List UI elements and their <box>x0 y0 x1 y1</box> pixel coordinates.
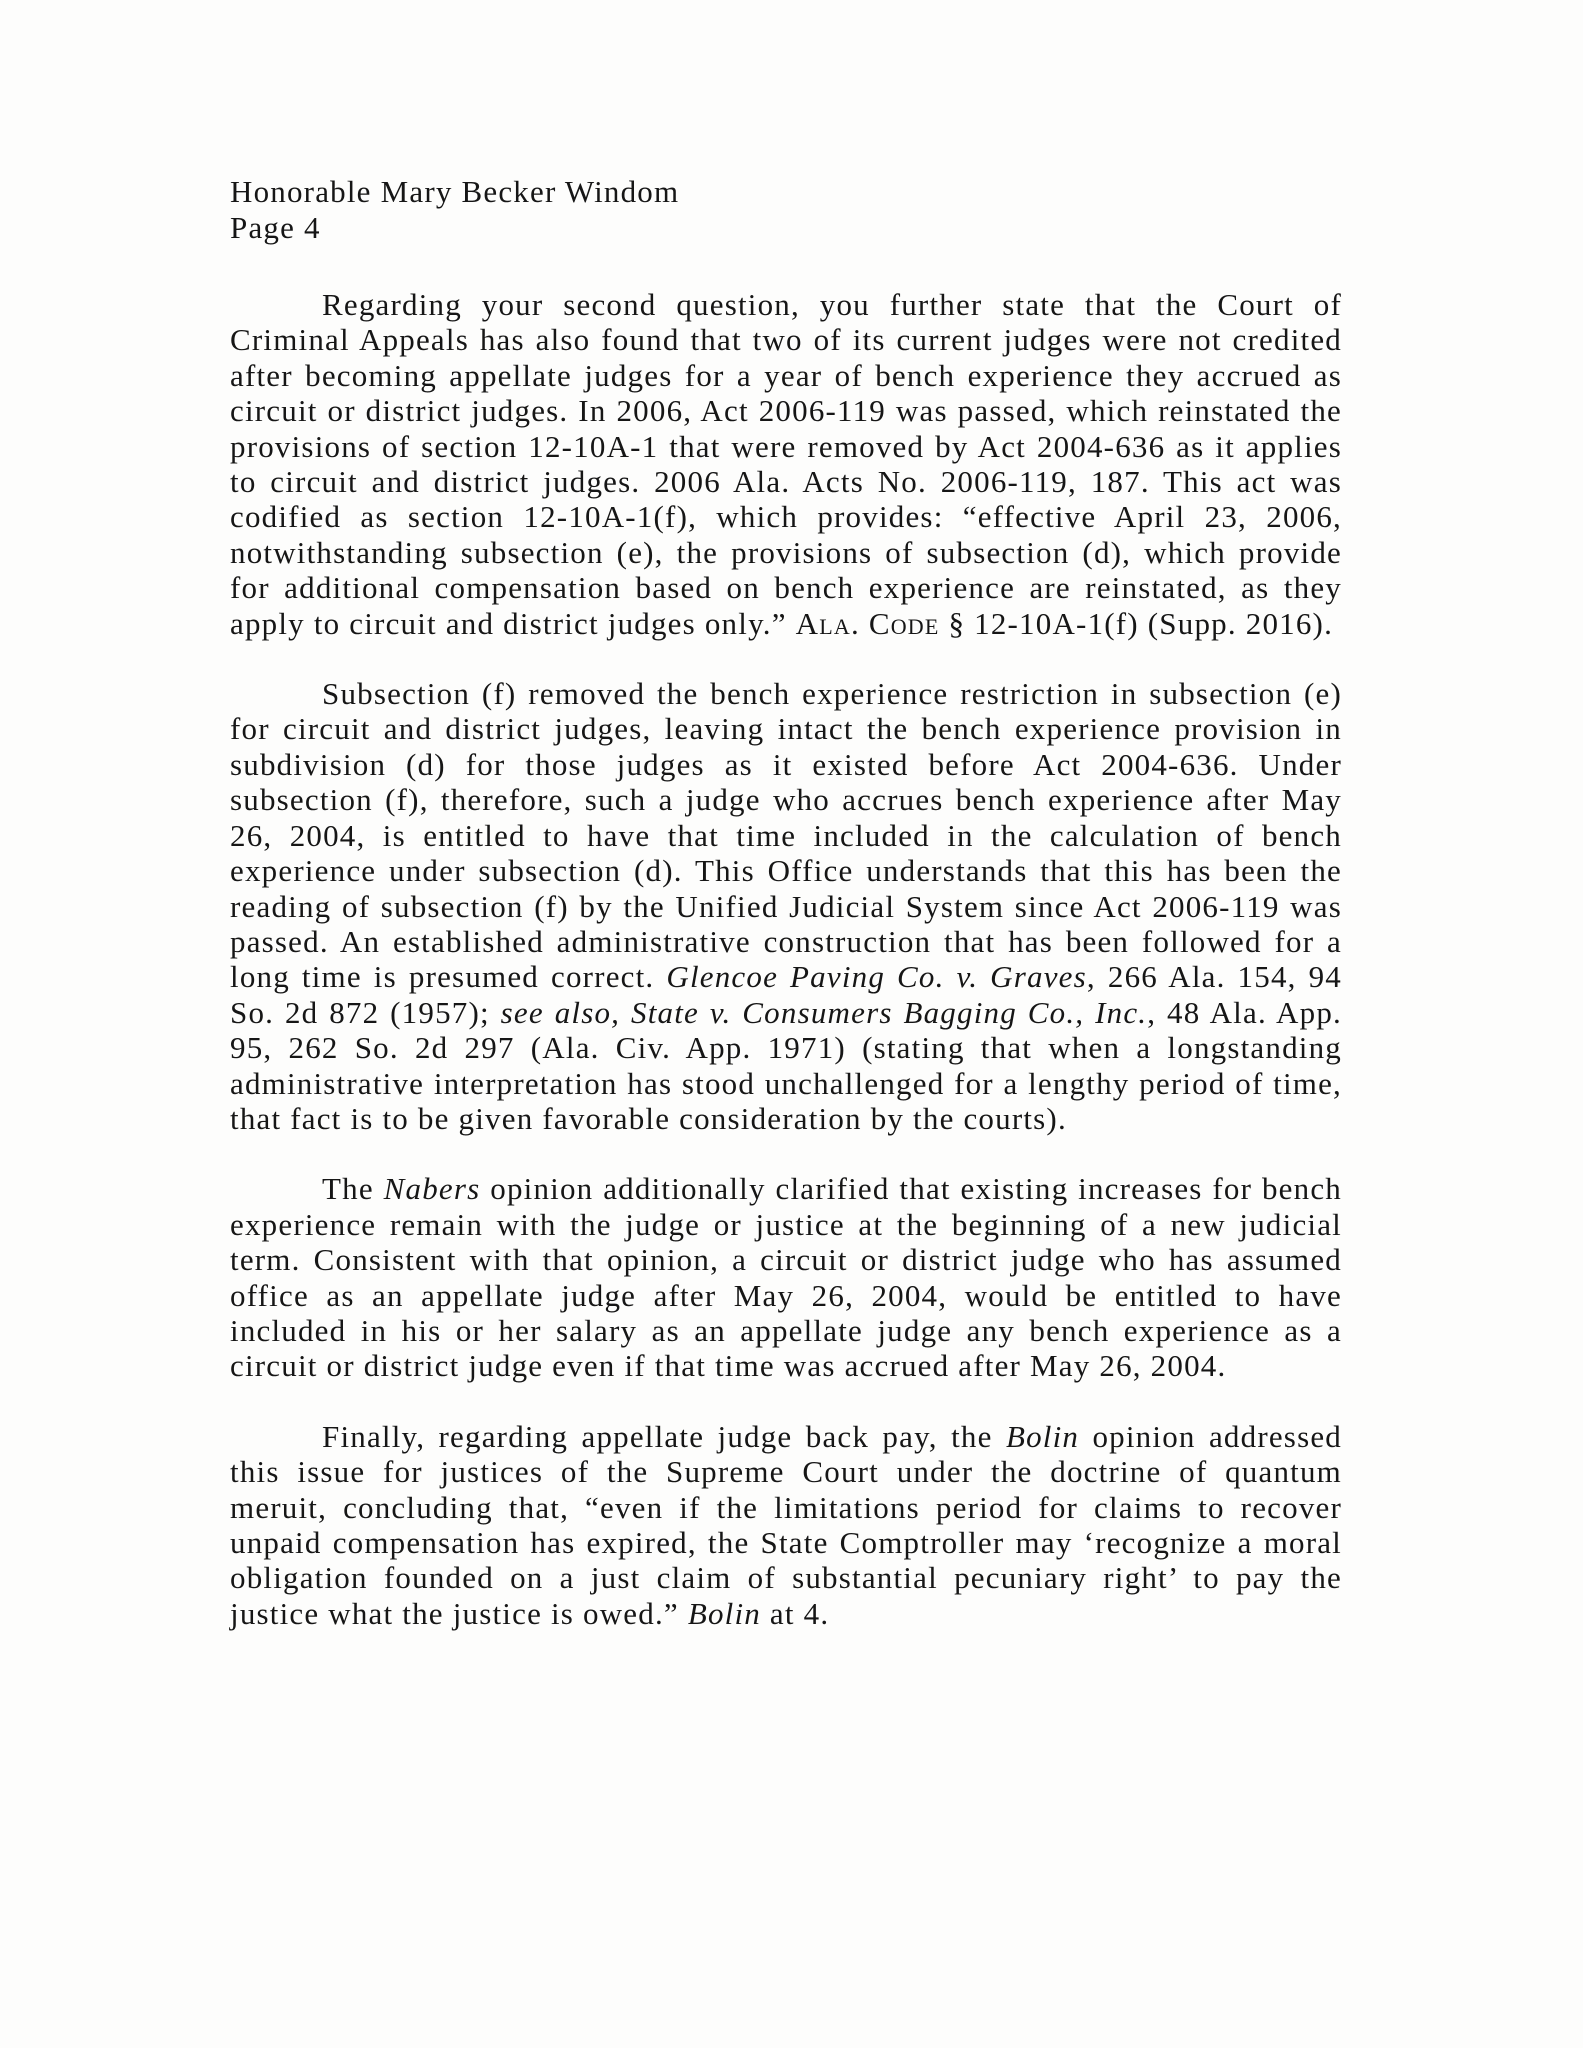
recipient-line: Honorable Mary Becker Windom <box>230 174 680 209</box>
body-paragraph <box>230 287 1342 641</box>
citation-smallcaps: Ala. Code <box>795 605 940 641</box>
paragraph-text: at 4. <box>760 1595 830 1631</box>
body-paragraph <box>230 1171 1342 1383</box>
citation-italic: Glencoe Paving Co. v. Graves <box>666 959 1087 995</box>
paragraph-text: The <box>322 1171 384 1207</box>
citation-italic: see also, State v. Consumers Bagging Co., Inc. <box>500 994 1148 1030</box>
paragraph-text: § 12-10A-1(f) (Supp. 2016). <box>939 605 1334 641</box>
paragraph-text: , 266 Ala. 154, 94 So. 2d 872 (1957); <box>230 959 1342 1030</box>
body-paragraph <box>230 1419 1342 1631</box>
page-number: Page 4 <box>230 210 321 245</box>
letter-body <box>230 287 1342 1631</box>
paragraph-text: Subsection (f) removed the bench experience restriction in subsection (e) for circuit and district judges, leaving intact the bench experience provision in subdivision (d) for those judges as it existed before Act 2004-636. Under subsection (f), therefore, such a judge who accrues bench experience after May 26, 2004, is entitled to have that time included in the calculation of bench experience under subsection (d). This Office understands that this has been the reading of subsection (f) by the Unified Judicial System since Act 2006-119 was passed. An established administrative construction that has been followed for a long time is presumed correct. <box>230 676 1342 995</box>
paragraph-text: Regarding your second question, you further state that the Court of Criminal Appeals has also found that two of its current judges were not credited after becoming appellate judges for a year of bench experience they accrued as circuit or district judges. In 2006, Act 2006-119 was passed, which reinstated the provisions of section 12-10A-1 that were removed by Act 2004-636 as it applies to circuit and district judges. 2006 Ala. Acts No. 2006-119, 187. This act was codified as section 12-10A-1(f), which provides: “effective April 23, 2006, notwithstanding subsection (e), the provisions of subsection (d), which provide for additional compensation based on bench experience are reinstated, as they apply to circuit and district judges only.” <box>230 287 1342 641</box>
letter-header <box>230 174 679 246</box>
paragraph-text: , 48 Ala. App. 95, 262 So. 2d 297 (Ala. Civ. App. 1971) (stating that when a longstanding administrative interpretation has stood unchallenged for a lengthy period of time, that fact is to be given favorable consideration by the courts). <box>230 994 1342 1136</box>
body-paragraph <box>230 676 1342 1136</box>
citation-italic: Bolin <box>1005 1418 1080 1454</box>
citation-italic: Nabers <box>383 1171 481 1207</box>
paragraph-text: opinion addressed this issue for justices of the Supreme Court under the doctrine of quantum meruit, concluding that, “even if the limitations period for claims to recover unpaid compensation has expired, the State Comptroller may ‘recognize a moral obligation founded on a just claim of substantial pecuniary right’ to pay the justice what the justice is owed.” <box>230 1418 1342 1631</box>
citation-italic: Bolin <box>687 1595 761 1631</box>
paragraph-text: opinion additionally clarified that existing increases for bench experience remain with the judge or justice at the beginning of a new judicial term. Consistent with that opinion, a circuit or district judge who has assumed office as an appellate judge after May 26, 2004, would be entitled to have included in his or her salary as an appellate judge any bench experience as a circuit or district judge even if that time was accrued after May 26, 2004. <box>230 1171 1343 1384</box>
paragraph-text: Finally, regarding appellate judge back pay, the <box>322 1418 1006 1454</box>
